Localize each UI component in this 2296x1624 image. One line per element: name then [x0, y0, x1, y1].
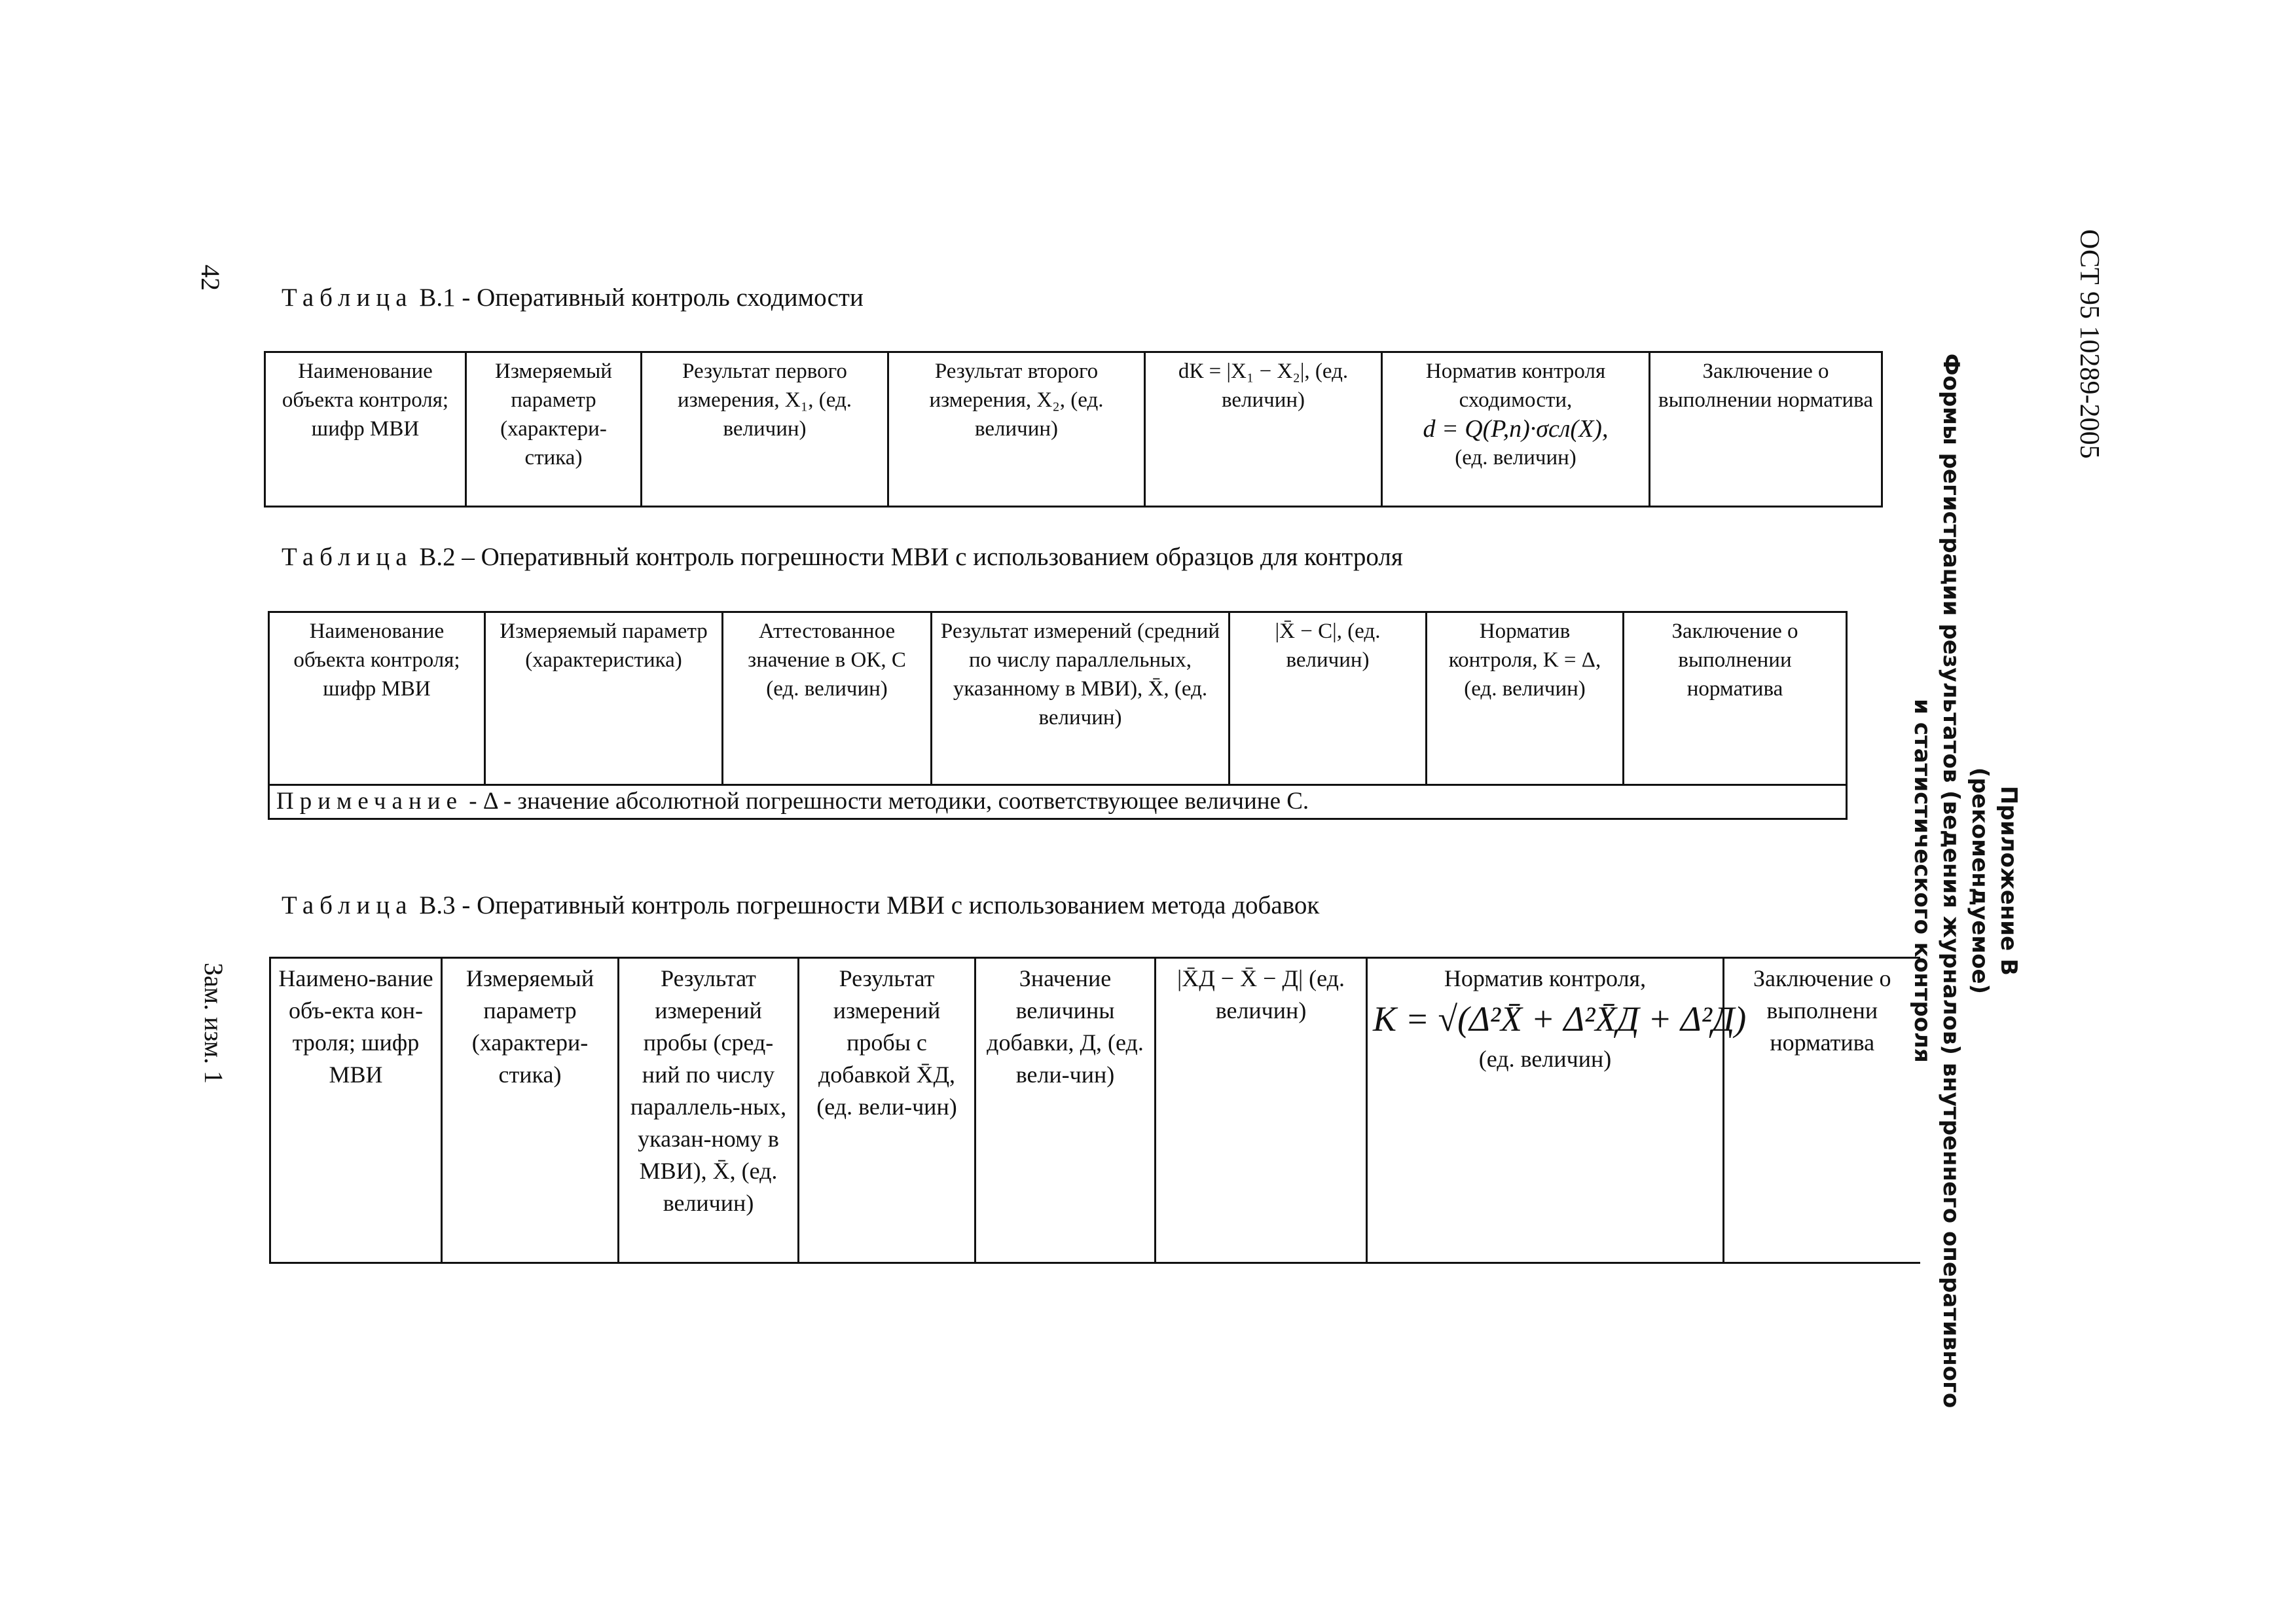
table3-header-sample-result: Результат измерений пробы (сред-ний по числу параллель-ных, указан-ному в МВИ), X̄, (ед. величин): [619, 958, 799, 1263]
table3-caption: [282, 891, 1319, 920]
table2-header-norm: Норматив контроля, K = Δ, (ед. величин): [1427, 612, 1624, 785]
table2-header-parameter: Измеряемый параметр (характеристика): [485, 612, 723, 785]
appendix-title: Приложение В: [1995, 786, 2022, 976]
table2-note-row: [269, 785, 1847, 819]
table1-header-row: [265, 352, 1882, 507]
table1-caption: [282, 283, 864, 312]
table1-header-difference: dК = |X₁ − X₂|, (ед. величин): [1145, 352, 1382, 507]
table2-header-result: Результат измерений (средний по числу параллельных, указанному в МВИ), X̄, (ед. величин): [932, 612, 1230, 785]
table3-header-difference: |X̄Д − X̄ − Д| (ед. величин): [1156, 958, 1367, 1263]
table3-header-row: [270, 958, 1920, 1263]
change-note: Зам. изм. 1: [199, 963, 228, 1084]
table1-norm-formula: d = Q(P,n)·σсл(X),: [1423, 415, 1609, 443]
table2-header-difference: |X̄ − C|, (ед. величин): [1230, 612, 1427, 785]
table3-header-additive-result: Результат измерений пробы с добавкой X̄Д, (ед. вели-чин): [799, 958, 975, 1263]
table2-note-word: Примечание: [276, 788, 463, 815]
table2-header-conclusion: Заключение о выполнении норматива: [1624, 612, 1847, 785]
page-number: 42: [196, 265, 225, 291]
table1-header-second-result: Результат второго измерения, X₂, (ед. величин): [888, 352, 1145, 507]
table3-norm-units: (ед. величин): [1478, 1046, 1612, 1072]
table3-caption-word: Таблица: [282, 891, 413, 919]
table2-header-certified-value: Аттестованное значение в ОК, С (ед. величин): [723, 612, 932, 785]
table1-norm-label: Норматив контроля сходимости,: [1425, 360, 1606, 412]
table2: [268, 611, 1848, 820]
document-code: ОСТ 95 10289-2005: [2074, 229, 2104, 459]
table1-header-conclusion: Заключение о выполнении норматива: [1650, 352, 1882, 507]
table3-header-parameter: Измеряемый параметр (характери-стика): [442, 958, 619, 1263]
appendix-heading: [1908, 265, 2023, 1496]
table1-header-object: Наименование объекта контроля; шифр МВИ: [265, 352, 466, 507]
table3: [269, 957, 1920, 1264]
appendix-heading-line2: и статистического контроля: [1909, 699, 1935, 1063]
table2-caption-text: В.2 – Оперативный контроль погрешности МВИ с использованием образцов для контроля: [419, 543, 1403, 571]
table1-header-norm: [1382, 352, 1650, 507]
table2-caption-word: Таблица: [282, 543, 413, 571]
table2-note-text: - Δ - значение абсолютной погрешности методики, соответствующее величине С.: [463, 788, 1309, 815]
table2-note: [269, 785, 1847, 819]
table1-caption-word: Таблица: [282, 284, 413, 312]
table3-norm-formula: K = √(Δ²X̄ + Δ²X̄Д + Δ²Д): [1373, 999, 1747, 1039]
table3-norm-label: Норматив контроля,: [1444, 965, 1647, 991]
table2-caption: [282, 542, 1403, 572]
table3-caption-text: В.3 - Оперативный контроль погрешности МВИ с использованием метода добавок: [419, 891, 1320, 919]
table1-norm-units: (ед. величин): [1455, 446, 1576, 470]
table1-header-first-result: Результат первого измерения, X₁, (ед. величин): [642, 352, 888, 507]
table3-header-additive-value: Значение величины добавки, Д, (ед. вели-чин): [975, 958, 1156, 1263]
table3-header-norm: [1367, 958, 1747, 1263]
appendix-heading-line1: Формы регистрации результатов (ведения журналов) внутреннего оперативного: [1938, 353, 1964, 1409]
appendix-status: (рекомендуемое): [1967, 767, 1993, 995]
table3-header-conclusion: Заключение о выполнени норматива: [1724, 958, 1920, 1263]
table1-caption-text: В.1 - Оперативный контроль сходимости: [419, 284, 864, 312]
table1-header-parameter: Измеряемый параметр (характери-стика): [466, 352, 642, 507]
table3-header-object: Наимено-вание объ-екта кон-троля; шифр МВИ: [270, 958, 442, 1263]
table2-header-object: Наименование объекта контроля; шифр МВИ: [269, 612, 485, 785]
table2-header-row: [269, 612, 1847, 785]
table1: [264, 351, 1883, 507]
